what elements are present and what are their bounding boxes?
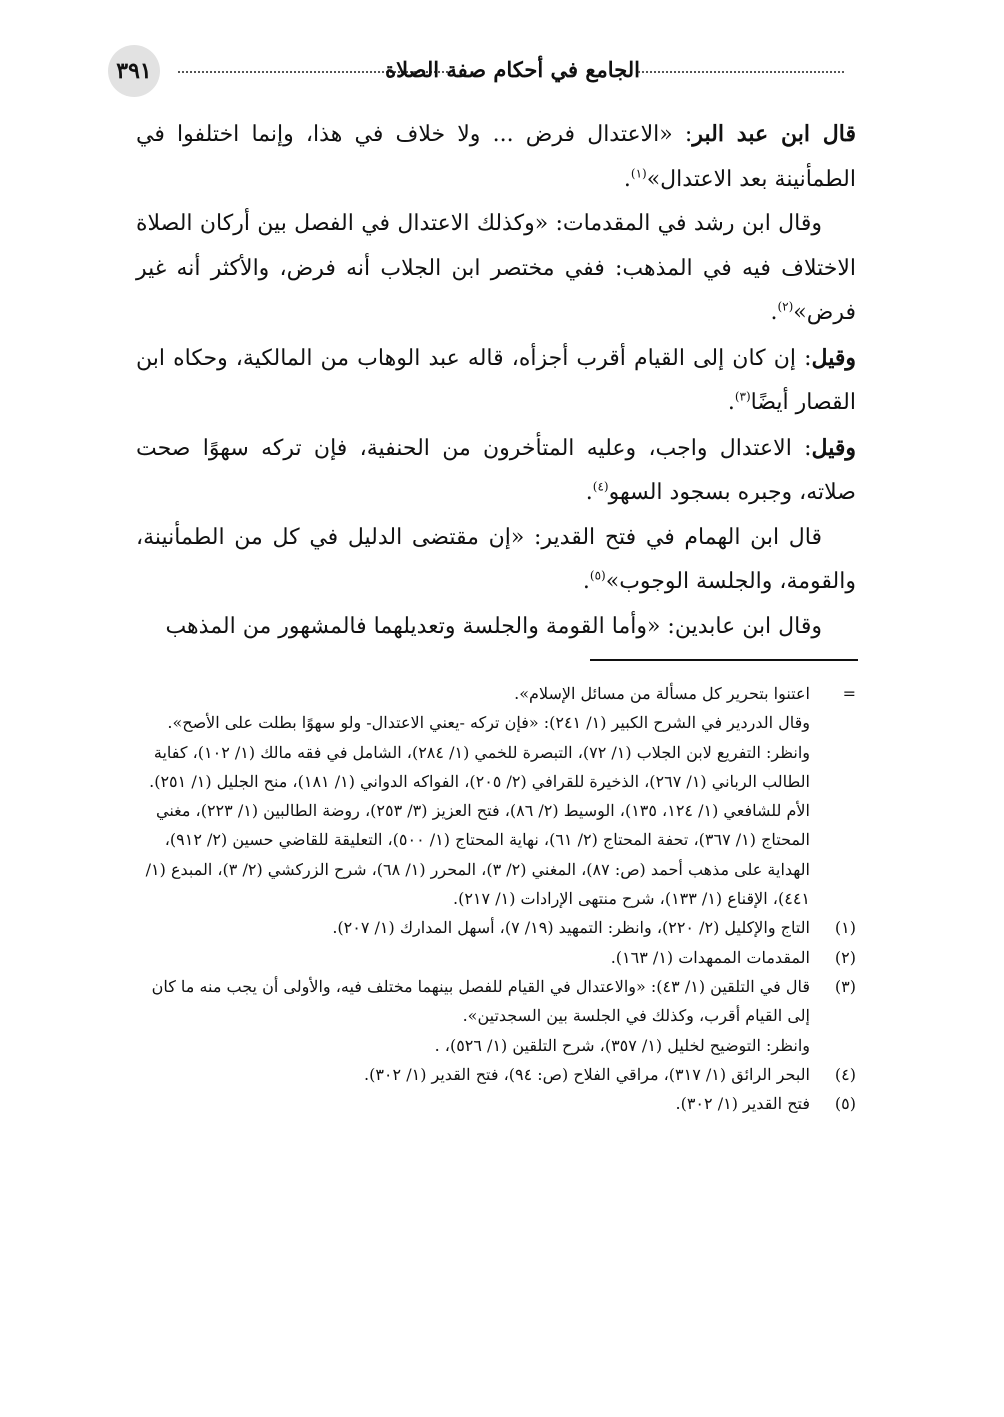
footnote [134,972,856,1060]
paragraph-text: قال ابن الهمام في فتح القدير: «إن مقتضى الدليل في كل من الطمأنينة، والقومة، والجلسة الوجوب» [136,524,856,594]
footnote-marker: (٢) [834,947,856,967]
footnote [134,943,856,972]
paragraph-text: وقال ابن عابدين: «وأما القومة والجلسة وتعديلهما فالمشهور من المذهب [165,613,822,639]
footnote-body [134,972,810,1060]
paragraph-text: وقال ابن رشد في المقدمات: «وكذلك الاعتدال في الفصل بين أركان الصلاة الاختلاف فيه في المذهب: ففي مختصر ابن الجلاب أنه فرض، والأكثر أنه غير فرض» [136,211,856,325]
footnote-ref[interactable]: (٤) [592,479,609,494]
footnote [134,1060,856,1089]
page-header [108,45,860,101]
footnote-ref[interactable]: (١) [630,166,647,181]
footnote-line: فتح القدير (١/ ٣٠٢). [675,1094,810,1114]
footnote-line: وانظر: التفريع لابن الجلاب (١/ ٧٢)، التبصرة للخمي (١/ ٢٨٤)، الشامل في فقه مالك (١/ ١٠٢)، كفاية الطالب الرباني (١/ ٢٦٧)، الذخيرة للقرافي (٢/ ٢٠٥)، الفواكه الدواني (١/ ١٨١)، منح الجليل (١/ ٢٥١). [149,742,810,791]
footnote [134,913,856,942]
paragraph-lead: وقيل [811,434,856,461]
header-dotted-leader-right [638,57,844,73]
footnote-line: وانظر: التوضيح لخليل (١/ ٣٥٧)، شرح التلقين (١/ ٥٢٦)، . [434,1035,810,1055]
footnote-line: التاج والإكليل (٢/ ٢٢٠)، وانظر: التمهيد (١٩/ ٧)، أسهل المدارك (١/ ٢٠٧). [332,918,810,938]
paragraph-tail: . [585,480,593,505]
footnote-marker: = [842,684,856,703]
paragraph-tail: . [727,390,735,415]
paragraph-tail: . [582,569,590,594]
footnote-body [134,1089,810,1118]
paragraph [136,336,856,426]
footnote-line: البحر الرائق (١/ ٣١٧)، مراقي الفلاح (ص: ٩٤)، فتح القدير (١/ ٣٠٢). [364,1064,810,1084]
page-number-badge: ٣٩١ [108,45,160,97]
footnote-continuation [134,679,856,913]
paragraph [136,426,856,516]
footnote-ref[interactable]: (٥) [589,568,606,583]
paragraph [136,605,856,650]
footnote-line: قال في التلقين (١/ ٤٣): «والاعتدال في القيام للفصل بينهما مختلف فيه، والأولى أن يجب منه ما كان إلى القيام أقرب، وكذلك في الجلسة بين السجدتين». [151,976,810,1026]
footnote-body [134,943,810,972]
paragraph-lead: قال ابن عبد البر [692,121,856,147]
footnote-separator [590,659,858,661]
footnote-body [134,913,810,942]
paragraph [136,516,856,605]
paragraph-lead: وقيل [811,344,856,371]
footnote-line: الأم للشافعي (١/ ١٢٤، ١٣٥)، الوسيط (٢/ ٨٦)، فتح العزيز (٣/ ٢٥٣)، روضة الطالبين (١/ ٢٢٣)، مغني المحتاج (١/ ٣٦٧)، تحفة المحتاج (٢/ ٦١)، نهاية المحتاج (١/ ٥٠٠)، التعليقة للقاضي حسين (٢/ ٩١٢)، الهداية على مذهب أحمد (ص: ٨٧)، المغني (٢/ ٣)، المحرر (١/ ٦٨)، شرح الزركشي (٢/ ٣)، المبدع (١/ ٤٤١)، الإقناع (١/ ١٣٣)، شرح منتهى الإرادات (١/ ٢١٧). [145,801,810,909]
footnote-marker: (١) [834,918,856,938]
footnote-marker: (٤) [834,1064,856,1084]
paragraph-tail: . [770,300,778,325]
footnote-ref[interactable]: (٢) [777,299,794,314]
running-title: الجامع في أحكام صفة الصلاة [385,57,640,82]
paragraph-tail: . [623,166,631,192]
footnote-body [134,679,810,913]
paragraph [136,202,856,336]
paragraph [136,112,856,202]
footnote-body [134,1060,810,1089]
footnote-ref[interactable]: (٣) [734,389,751,404]
footnote-line: وقال الدردير في الشرح الكبير (١/ ٢٤١): «فإن تركه -يعني الاعتدال- ولو سهوًا بطلت على الأصح». [167,713,810,733]
footnote-marker: (٣) [834,976,856,996]
paragraph-text: : إن كان إلى القيام أقرب أجزأه، قاله عبد الوهاب من المالكية، وحكاه ابن القصار أيضًا [136,345,856,415]
footnote [134,1089,856,1118]
footnote-line: المقدمات الممهدات (١/ ١٦٣). [610,947,810,967]
footnote-marker: (٥) [834,1094,856,1114]
main-text [136,112,856,649]
footnote-line: اعتنوا بتحرير كل مسألة من مسائل الإسلام». [514,684,810,703]
footnotes [134,679,856,1118]
paragraph-text: : «الاعتدال فرض ... ولا خلاف في هذا، وإنما اختلفوا في الطمأنينة بعد الاعتدال» [136,122,856,192]
paragraph-text: : الاعتدال واجب، وعليه المتأخرون من الحنفية، فإن تركه سهوًا صحت صلاته، وجبره بسجود السهو [136,435,856,505]
